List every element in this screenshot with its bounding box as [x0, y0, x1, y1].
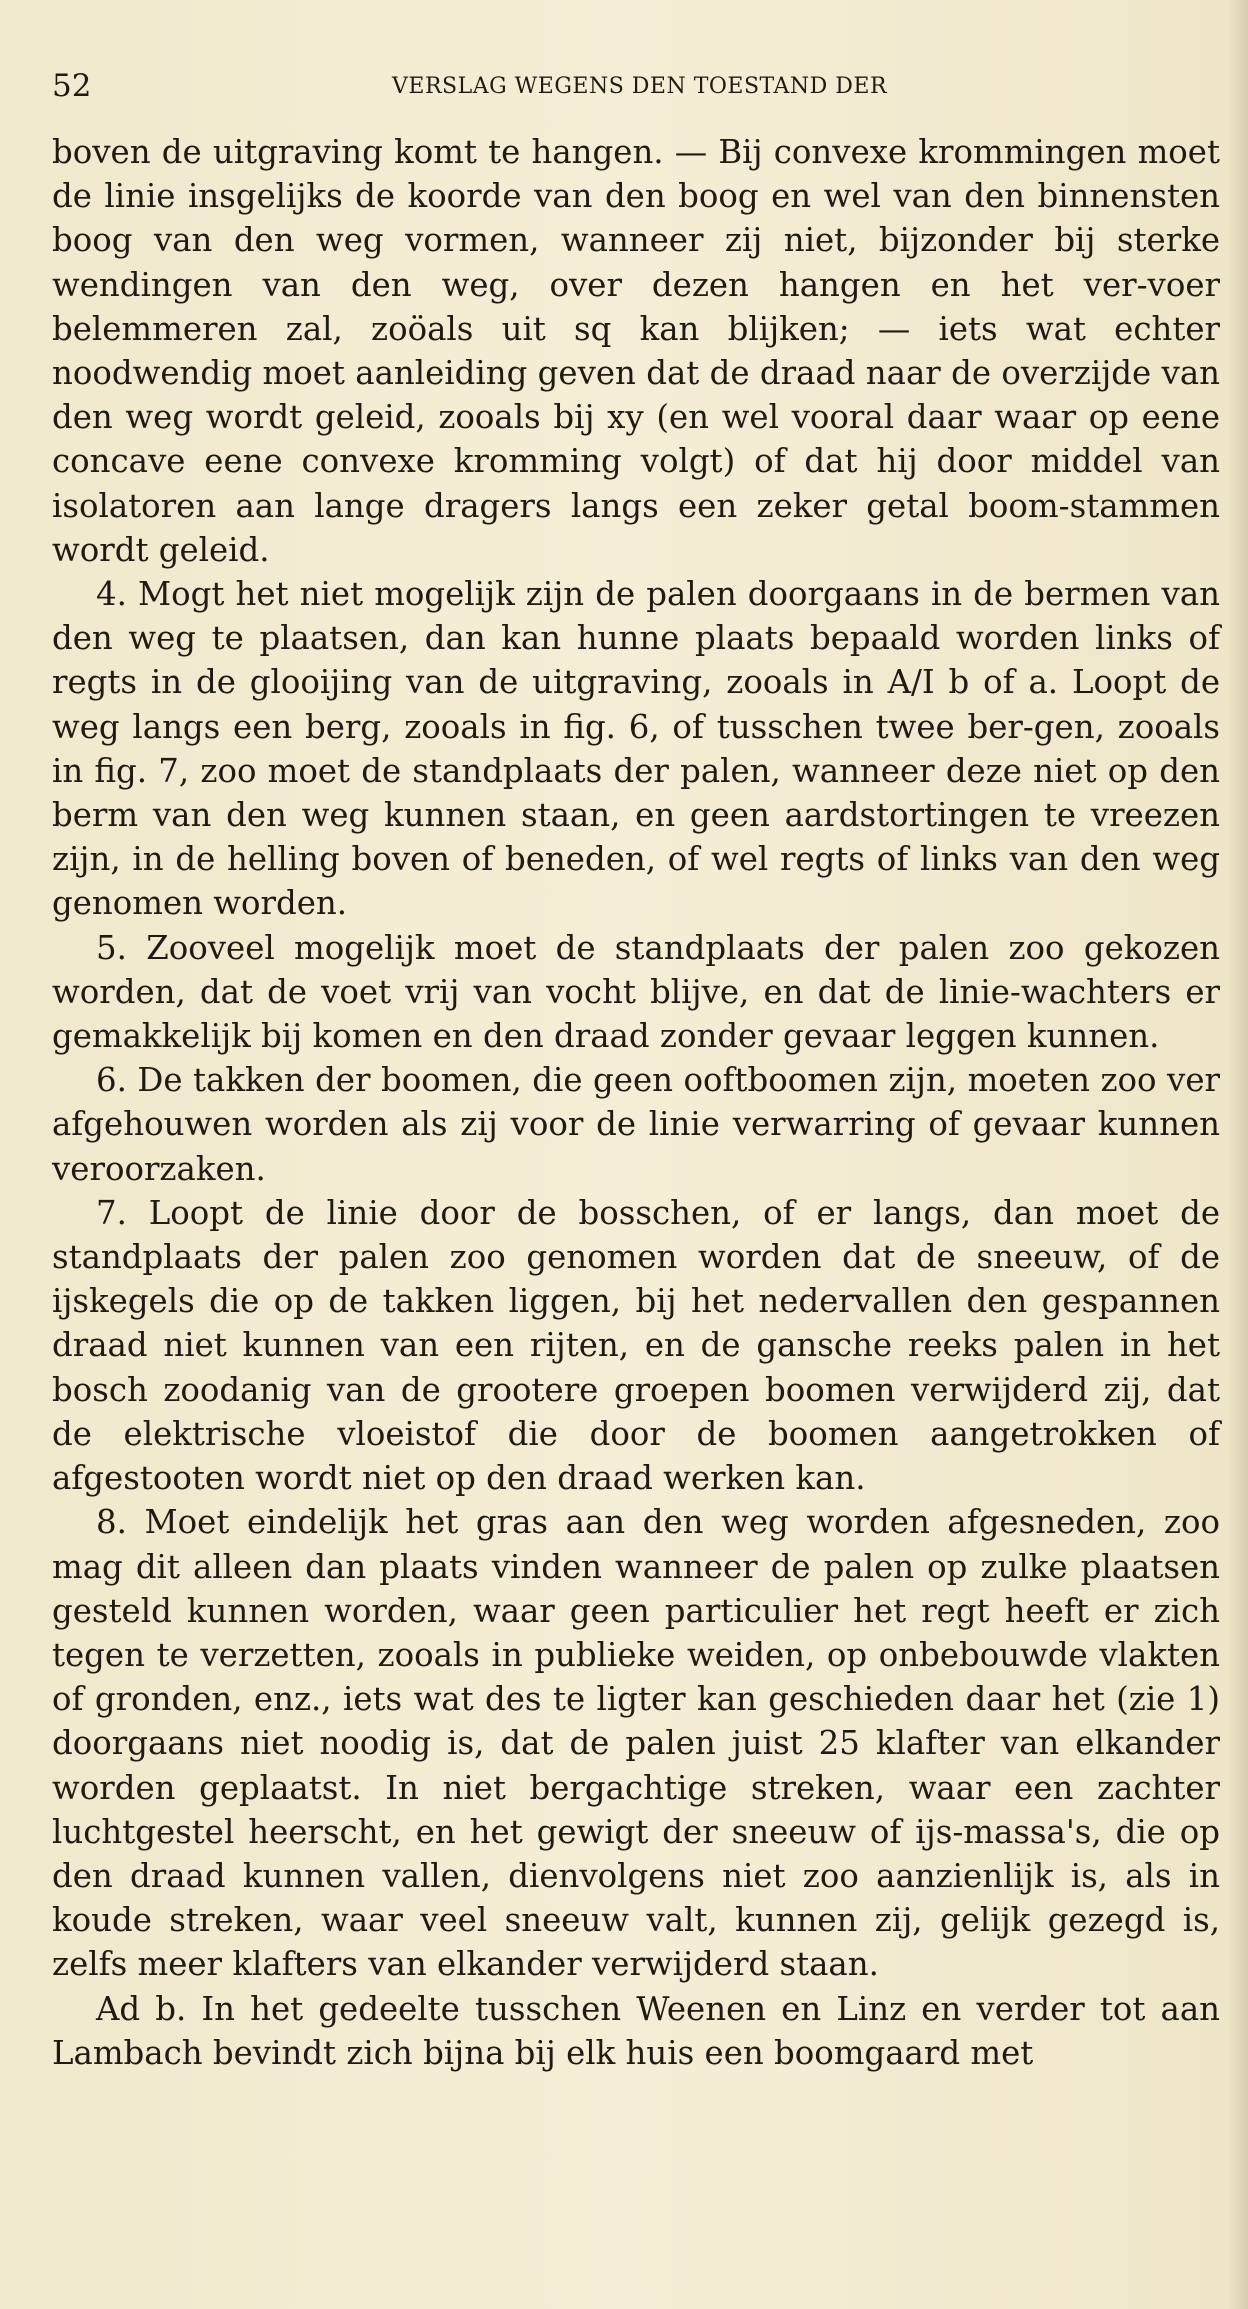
paragraph-5: 5. Zooveel mogelijk moet de standplaats der palen zoo gekozen worden, dat de voet vrij van vocht blijve, en dat de linie-wachters er gemakkelijk bij komen en den draad zonder gevaar leggen kunnen. [52, 928, 1220, 1056]
paragraph-6: 6. De takken der boomen, die geen ooftboomen zijn, moeten zoo ver afgehouwen worden als zij voor de linie verwarring of gevaar kunnen veroorzaken. [52, 1061, 1220, 1188]
body-text [52, 130, 1220, 2075]
page-number: 52 [52, 68, 92, 104]
page-header [52, 64, 1212, 114]
paragraph-continuation: boven de uitgraving komt te hangen. — Bij convexe krommingen moet de linie insgelijks de koorde van den boog en wel van den binnensten boog van den weg vormen, wanneer zij niet, bijzonder bij sterke wendingen van den weg, over dezen hangen en het ver-voer belemmeren zal, zoöals uit sq kan blijken; — iets wat echter noodwendig moet aanleiding geven dat de draad naar de overzijde van den weg wordt geleid, zooals bij xy (en wel vooral daar waar op eene concave eene convexe kromming volgt) of dat hij door middel van isolatoren aan lange dragers langs een zeker getal boom-stammen wordt geleid. [52, 133, 1220, 569]
paragraph-4: 4. Mogt het niet mogelijk zijn de palen doorgaans in de bermen van den weg te plaatsen, dan kan hunne plaats bepaald worden links of regts in de glooijing van de uitgraving, zooals in A/I b of a. Loopt de weg langs een berg, zooals in fig. 6, of tusschen twee ber-gen, zooals in fig. 7, zoo moet de standplaats der palen, wanneer deze niet op den berm van den weg kunnen staan, en geen aardstortingen te vreezen zijn, in de helling boven of beneden, of wel regts of links van den weg genomen worden. [52, 575, 1220, 923]
running-title: VERSLAG WEGENS DEN TOESTAND DER [392, 74, 888, 99]
paragraph-7: 7. Loopt de linie door de bosschen, of er langs, dan moet de standplaats der palen zoo genomen worden dat de sneeuw, of de ijskegels die op de takken liggen, bij het nedervallen den gespannen draad niet kunnen van een rijten, en de gansche reeks palen in het bosch zoodanig van de grootere groepen boomen verwijderd zij, dat de elektrische vloeistof die door de boomen aangetrokken of afgestooten wordt niet op den draad werken kan. [52, 1193, 1220, 1498]
page-edge-shadow [1226, 0, 1248, 2309]
paragraph-8: 8. Moet eindelijk het gras aan den weg worden afgesneden, zoo mag dit alleen dan plaats vinden wanneer de palen op zulke plaatsen gesteld kunnen worden, waar geen particulier het regt heeft er zich tegen te verzetten, zooals in publieke weiden, op onbebouwde vlakten of gronden, enz., iets wat des te ligter kan geschieden daar het (zie 1) doorgaans niet noodig is, dat de palen juist 25 klafter van elkander worden geplaatst. In niet bergachtige streken, waar een zachter luchtgestel heerscht, en het gewigt der sneeuw of ijs-massa's, die op den draad kunnen vallen, dienvolgens niet zoo aanzienlijk is, als in koude streken, waar veel sneeuw valt, kunnen zij, gelijk gezegd is, zelfs meer klafters van elkander verwijderd staan. [52, 1503, 1220, 1984]
paragraph-ad-b: Ad b. In het gedeelte tusschen Weenen en Linz en verder tot aan Lambach bevindt zich bijna bij elk huis een boomgaard met [52, 1989, 1220, 2072]
